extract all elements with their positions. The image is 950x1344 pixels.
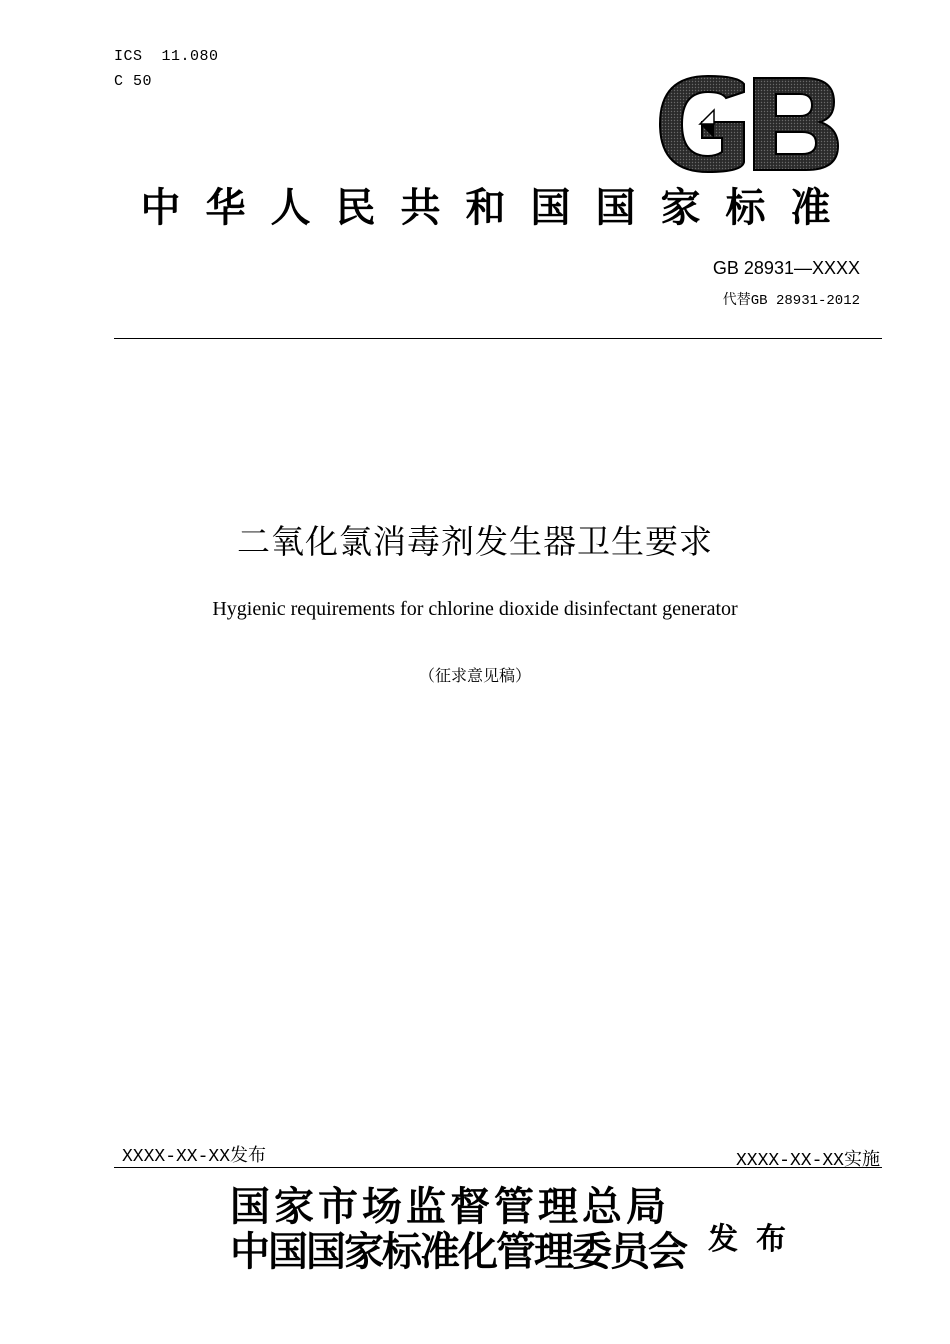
draft-note: （征求意见稿） bbox=[418, 666, 531, 685]
standard-number: GB 28931—XXXX bbox=[712, 258, 860, 278]
ics-code: ICS 11.080 bbox=[114, 48, 219, 65]
document-title-english: Hygienic requirements for chlorine dioxide disinfectant generator bbox=[212, 598, 738, 620]
bottom-divider bbox=[114, 1167, 882, 1168]
ccs-code: C 50 bbox=[114, 73, 153, 90]
replaces-standard: 代替GB 28931-2012 bbox=[722, 293, 860, 309]
top-divider bbox=[114, 338, 882, 339]
issuer-line-1: 国家市场监督管理总局 bbox=[230, 1183, 670, 1230]
issue-date: XXXX-XX-XX发布 bbox=[122, 1147, 267, 1167]
gb-logo bbox=[652, 74, 842, 174]
issuer-line-2: 中国国家标准化管理委员会 bbox=[230, 1228, 686, 1275]
national-standard-title: 中华人民共和国国家标准 bbox=[140, 185, 856, 231]
gb-logo-icon bbox=[652, 74, 842, 174]
implementation-date: XXXX-XX-XX实施 bbox=[735, 1151, 880, 1171]
publish-word: 发布 bbox=[708, 1222, 804, 1257]
document-title-chinese: 二氧化氯消毒剂发生器卫生要求 bbox=[237, 522, 713, 561]
issuer-block bbox=[230, 1184, 686, 1274]
